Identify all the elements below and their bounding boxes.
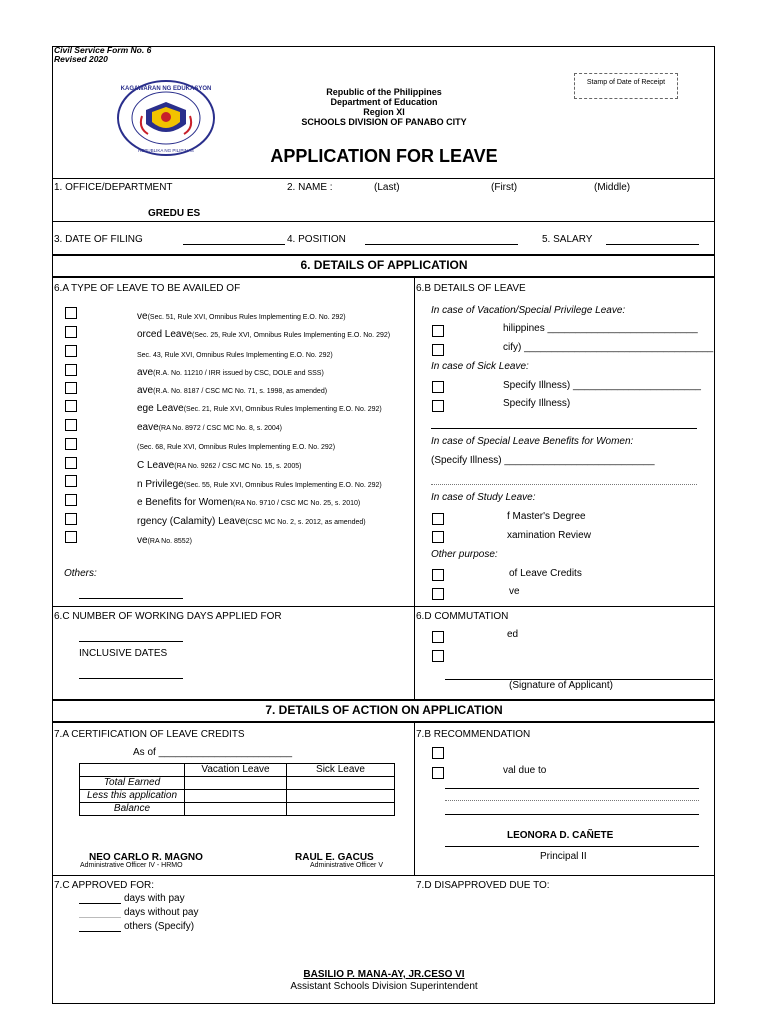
table-cell[interactable] xyxy=(287,803,395,816)
table-header-sick: Sick Leave xyxy=(287,764,395,777)
leave-type-item: e Benefits for Women(RA No. 9710 / CSC MC No. 25, s. 2010) xyxy=(137,497,361,508)
name-last: (Last) xyxy=(374,182,400,193)
frame-top xyxy=(52,46,715,47)
days-with-pay-field[interactable] xyxy=(79,903,121,904)
date-filing-field[interactable] xyxy=(183,244,285,245)
study-checkbox[interactable] xyxy=(432,513,444,525)
leave-checkbox[interactable] xyxy=(65,513,77,525)
days-with-pay-label: days with pay xyxy=(124,893,185,904)
leave-checkbox[interactable] xyxy=(65,400,77,412)
study-checkbox[interactable] xyxy=(432,531,444,543)
signer3-name: LEONORA D. CAÑETE xyxy=(507,830,614,841)
divider xyxy=(52,721,715,723)
stamp-box xyxy=(574,73,678,99)
date-filing-label: 3. DATE OF FILING xyxy=(54,234,143,245)
leave-credits-table xyxy=(79,763,395,816)
table-header-empty xyxy=(80,764,185,777)
table-row xyxy=(80,790,395,803)
sick-header: In case of Sick Leave: xyxy=(431,361,529,372)
department-text: Department of Education xyxy=(330,97,438,107)
table-row-label: Less this application xyxy=(80,790,185,803)
frame-left xyxy=(52,46,53,1003)
vacation-checkbox[interactable] xyxy=(432,325,444,337)
leave-checkbox[interactable] xyxy=(65,364,77,376)
signer1-title: Administrative Officer IV - HRMO xyxy=(80,862,183,869)
vacation-header: In case of Vacation/Special Privilege Leave: xyxy=(431,305,626,316)
details-of-leave-title: 6.B DETAILS OF LEAVE xyxy=(416,283,526,294)
table-cell[interactable] xyxy=(287,790,395,803)
division-text: SCHOOLS DIVISION OF PANABO CITY xyxy=(301,117,467,127)
divider xyxy=(52,178,715,179)
other-purpose-header: Other purpose: xyxy=(431,549,498,560)
section7-title: 7. DETAILS OF ACTION ON APPLICATION xyxy=(265,703,503,717)
final-approver-name: BASILIO P. MANA-AY, JR.CESO VI xyxy=(303,969,465,980)
section6-divider xyxy=(414,278,415,699)
recommendation-reason-line[interactable] xyxy=(445,814,699,815)
certification-title: 7.A CERTIFICATION OF LEAVE CREDITS xyxy=(54,729,245,740)
others-field[interactable] xyxy=(79,598,183,599)
table-cell[interactable] xyxy=(185,777,287,790)
leave-checkbox[interactable] xyxy=(65,382,77,394)
salary-label: 5. SALARY xyxy=(542,234,593,245)
divider xyxy=(52,221,715,222)
vacation-option-2: cify) __________________________________ xyxy=(503,342,714,353)
leave-checkbox[interactable] xyxy=(65,419,77,431)
divider xyxy=(52,699,715,701)
days-without-pay-label: days without pay xyxy=(124,907,199,918)
republic-text: Republic of the Philippines xyxy=(326,87,442,97)
vacation-option-1: hilippines ___________________________ xyxy=(503,323,698,334)
table-cell[interactable] xyxy=(287,777,395,790)
name-first: (First) xyxy=(491,182,518,193)
section6-title: 6. DETAILS OF APPLICATION xyxy=(300,258,468,272)
table-cell[interactable] xyxy=(185,803,287,816)
vacation-checkbox[interactable] xyxy=(432,344,444,356)
study-option-2: xamination Review xyxy=(507,530,591,541)
sick-option-2: Specify Illness) xyxy=(503,398,571,409)
seal-text-top: KAGAWARAN NG EDUKASYON xyxy=(120,86,212,92)
women-option-1: (Specify Illness) ___________________________ xyxy=(431,455,655,466)
leave-type-item: ege Leave(Sec. 21, Rule XVI, Omnibus Rules Implementing E.O. No. 292) xyxy=(137,403,382,414)
leave-type-item: n Privilege(Sec. 55, Rule XVI, Omnibus Rules Implementing E.O. No. 292) xyxy=(137,479,382,490)
leave-checkbox[interactable] xyxy=(65,326,77,338)
recommendation-checkbox[interactable] xyxy=(432,747,444,759)
section7-divider xyxy=(414,723,415,875)
others-label: Others: xyxy=(64,568,97,579)
other-purpose-option-1: of Leave Credits xyxy=(509,568,582,579)
other-purpose-checkbox[interactable] xyxy=(432,588,444,600)
frame-right xyxy=(714,46,715,1003)
signer1-name: NEO CARLO R. MAGNO xyxy=(89,852,203,863)
form-number: Civil Service Form No. 6 xyxy=(54,45,152,55)
form-revised: Revised 2020 xyxy=(54,54,108,64)
leave-checkbox[interactable] xyxy=(65,438,77,450)
working-days-field[interactable] xyxy=(79,641,183,642)
leave-type-item: C Leave(RA No. 9262 / CSC MC No. 15, s. 2005) xyxy=(137,460,302,471)
signer2-name: RAUL E. GACUS xyxy=(295,852,374,863)
office-label: 1. OFFICE/DEPARTMENT xyxy=(54,182,173,193)
seal-text-bottom: REPUBLIKA NG PILIPINAS xyxy=(138,148,194,153)
leave-type-item: ve(Sec. 51, Rule XVI, Omnibus Rules Implementing E.O. No. 292) xyxy=(137,311,346,322)
leave-checkbox[interactable] xyxy=(65,494,77,506)
commutation-option-1: ed xyxy=(507,629,519,640)
study-header: In case of Study Leave: xyxy=(431,492,536,503)
women-header: In case of Special Leave Benefits for Women: xyxy=(431,436,634,447)
table-row xyxy=(80,777,395,790)
commutation-title: 6.D COMMUTATION xyxy=(416,611,509,622)
position-label: 4. POSITION xyxy=(287,234,346,245)
divider xyxy=(52,276,715,278)
type-of-leave-title: 6.A TYPE OF LEAVE TO BE AVAILED OF xyxy=(54,283,241,294)
recommendation-reason-line[interactable] xyxy=(445,788,699,789)
divider xyxy=(52,875,715,876)
stamp-label: Stamp of Date of Receipt xyxy=(586,79,666,86)
name-label: 2. NAME : xyxy=(287,182,333,193)
women-illness-field[interactable] xyxy=(431,484,697,485)
recommendation-reason-line[interactable] xyxy=(445,800,699,801)
leave-type-item: (Sec. 68, Rule XVI, Omnibus Rules Implementing E.O. No. 292) xyxy=(137,444,336,451)
leave-checkbox[interactable] xyxy=(65,531,77,543)
leave-checkbox[interactable] xyxy=(65,345,77,357)
signer3-title: Principal II xyxy=(540,851,587,862)
final-approver-title: Assistant Schools Division Superintendent xyxy=(290,981,478,992)
region-text: Region XI xyxy=(363,107,405,117)
table-row-label: Balance xyxy=(80,803,185,816)
inclusive-dates-field[interactable] xyxy=(79,678,183,679)
leave-type-item: rgency (Calamity) Leave(CSC MC No. 2, s. 2012, as amended) xyxy=(137,516,366,527)
sick-option-1: Specify Illness) _______________________ xyxy=(503,380,701,391)
commutation-checkbox[interactable] xyxy=(432,631,444,643)
sick-checkbox[interactable] xyxy=(432,381,444,393)
table-header-vacation: Vacation Leave xyxy=(185,764,287,777)
divider xyxy=(52,254,715,256)
other-purpose-option-2: ve xyxy=(509,586,520,597)
frame-bottom xyxy=(52,1003,715,1004)
days-without-pay-field[interactable] xyxy=(79,917,121,918)
table-row xyxy=(80,803,395,816)
leave-type-item: ve(RA No. 8552) xyxy=(137,535,192,546)
leave-type-item: ave(R.A. No. 8187 / CSC MC No. 71, s. 1998, as amended) xyxy=(137,385,328,396)
leave-type-item: Sec. 43, Rule XVI, Omnibus Rules Implementing E.O. No. 292) xyxy=(137,352,333,359)
recommendation-option-2: val due to xyxy=(503,765,547,776)
working-days-title: 6.C NUMBER OF WORKING DAYS APPLIED FOR xyxy=(54,611,282,622)
applicant-signature-label: (Signature of Applicant) xyxy=(509,680,613,691)
leave-checkbox[interactable] xyxy=(65,307,77,319)
leave-checkbox[interactable] xyxy=(65,475,77,487)
sick-illness-field[interactable] xyxy=(431,428,697,429)
others-specify-label: others (Specify) xyxy=(124,921,195,932)
office-value: GREDU ES xyxy=(148,208,201,219)
as-of-label: As of ________________________ xyxy=(133,747,293,758)
other-purpose-checkbox[interactable] xyxy=(432,569,444,581)
recommendation-checkbox[interactable] xyxy=(432,767,444,779)
commutation-checkbox[interactable] xyxy=(432,650,444,662)
leave-type-item: eave(RA No. 8972 / CSC MC No. 8, s. 2004) xyxy=(137,422,283,433)
table-row-label: Total Earned xyxy=(80,777,185,790)
sick-checkbox[interactable] xyxy=(432,400,444,412)
approved-title: 7.C APPROVED FOR: xyxy=(54,880,155,891)
divider xyxy=(52,606,715,607)
leave-type-item: orced Leave(Sec. 25, Rule XVI, Omnibus Rules Implementing E.O. No. 292) xyxy=(137,329,391,340)
page-title: APPLICATION FOR LEAVE xyxy=(270,146,498,166)
inclusive-dates-label: INCLUSIVE DATES xyxy=(79,648,168,659)
leave-checkbox[interactable] xyxy=(65,457,77,469)
table-row xyxy=(80,764,395,777)
signer2-title: Administrative Officer V xyxy=(310,862,384,869)
disapproved-title: 7.D DISAPPROVED DUE TO: xyxy=(416,880,550,891)
table-cell[interactable] xyxy=(185,790,287,803)
salary-field[interactable] xyxy=(606,244,699,245)
others-specify-field[interactable] xyxy=(79,931,121,932)
study-option-1: f Master's Degree xyxy=(507,511,586,522)
leave-type-item: ave(R.A. No. 11210 / IRR issued by CSC, DOLE and SSS) xyxy=(137,367,324,378)
position-field[interactable] xyxy=(365,244,518,245)
signer3-signature-line[interactable] xyxy=(445,846,699,847)
name-middle: (Middle) xyxy=(594,182,631,193)
recommendation-title: 7.B RECOMMENDATION xyxy=(416,729,531,740)
